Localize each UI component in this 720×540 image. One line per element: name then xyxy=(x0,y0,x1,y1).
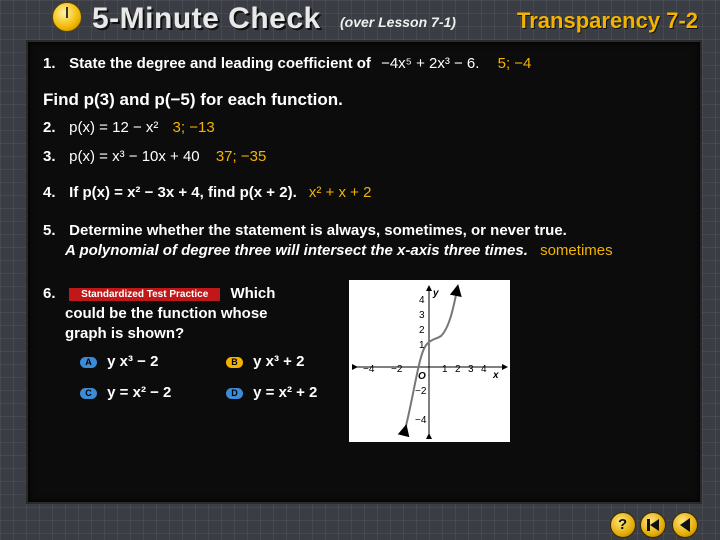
help-button[interactable]: ? xyxy=(610,512,636,538)
y-tick: 2 xyxy=(419,325,425,336)
choice-c[interactable]: C y = x² − 2 xyxy=(80,384,171,401)
y-tick: 3 xyxy=(419,310,425,321)
choice-d[interactable]: D y = x² + 2 xyxy=(226,384,317,401)
choice-a[interactable]: A y x³ − 2 xyxy=(80,353,158,370)
page-title: 5-Minute Check xyxy=(92,2,321,35)
question-1: 1. State the degree and leading coefficient of −4x⁵ + 2x³ − 6. 5; −4 xyxy=(43,55,532,72)
x-tick: 2 xyxy=(455,364,461,375)
triangle-left-icon xyxy=(673,513,697,537)
question-5-statement: A polynomial of degree three will intersect the x-axis three times. sometimes xyxy=(65,242,613,259)
question-3: 3. p(x) = x³ − 10x + 40 37; −35 xyxy=(43,148,267,165)
x-tick: 4 xyxy=(481,364,487,375)
graph-svg xyxy=(349,280,510,442)
rewind-icon xyxy=(641,513,665,537)
question-5: 5. Determine whether the statement is always, sometimes, or never true. xyxy=(43,222,567,239)
lesson-subtitle: (over Lesson 7-1) xyxy=(340,14,456,30)
x-tick: 3 xyxy=(468,364,474,375)
question-2: 2. p(x) = 12 − x² 3; −13 xyxy=(43,119,215,136)
y-tick: −2 xyxy=(415,386,427,397)
question-6-line2: could be the function whose xyxy=(65,305,268,322)
previous-button[interactable] xyxy=(672,512,698,538)
x-axis-label: x xyxy=(493,370,499,381)
question-4: 4. If p(x) = x² − 3x + 4, find p(x + 2). x² + x + 2 xyxy=(43,184,372,201)
y-tick: 4 xyxy=(419,295,425,306)
question-6-line3: graph is shown? xyxy=(65,325,185,342)
curve xyxy=(405,290,457,430)
section-heading: Find p(3) and p(−5) for each function. xyxy=(43,90,343,109)
origin-label: O xyxy=(418,371,426,382)
question-6: 6. Standardized Test Practice Which xyxy=(43,285,276,302)
y-tick: 1 xyxy=(419,340,425,351)
function-graph xyxy=(349,280,510,442)
y-tick: −4 xyxy=(415,415,427,426)
back-to-start-button[interactable] xyxy=(640,512,666,538)
x-tick: −4 xyxy=(363,364,375,375)
standardized-test-badge: Standardized Test Practice xyxy=(69,288,220,301)
x-tick: −2 xyxy=(391,364,403,375)
transparency-label: Transparency 7-2 xyxy=(517,8,698,33)
y-axis-label: y xyxy=(433,288,439,299)
x-tick: 1 xyxy=(442,364,448,375)
choice-b[interactable]: B y x³ + 2 xyxy=(226,353,304,370)
